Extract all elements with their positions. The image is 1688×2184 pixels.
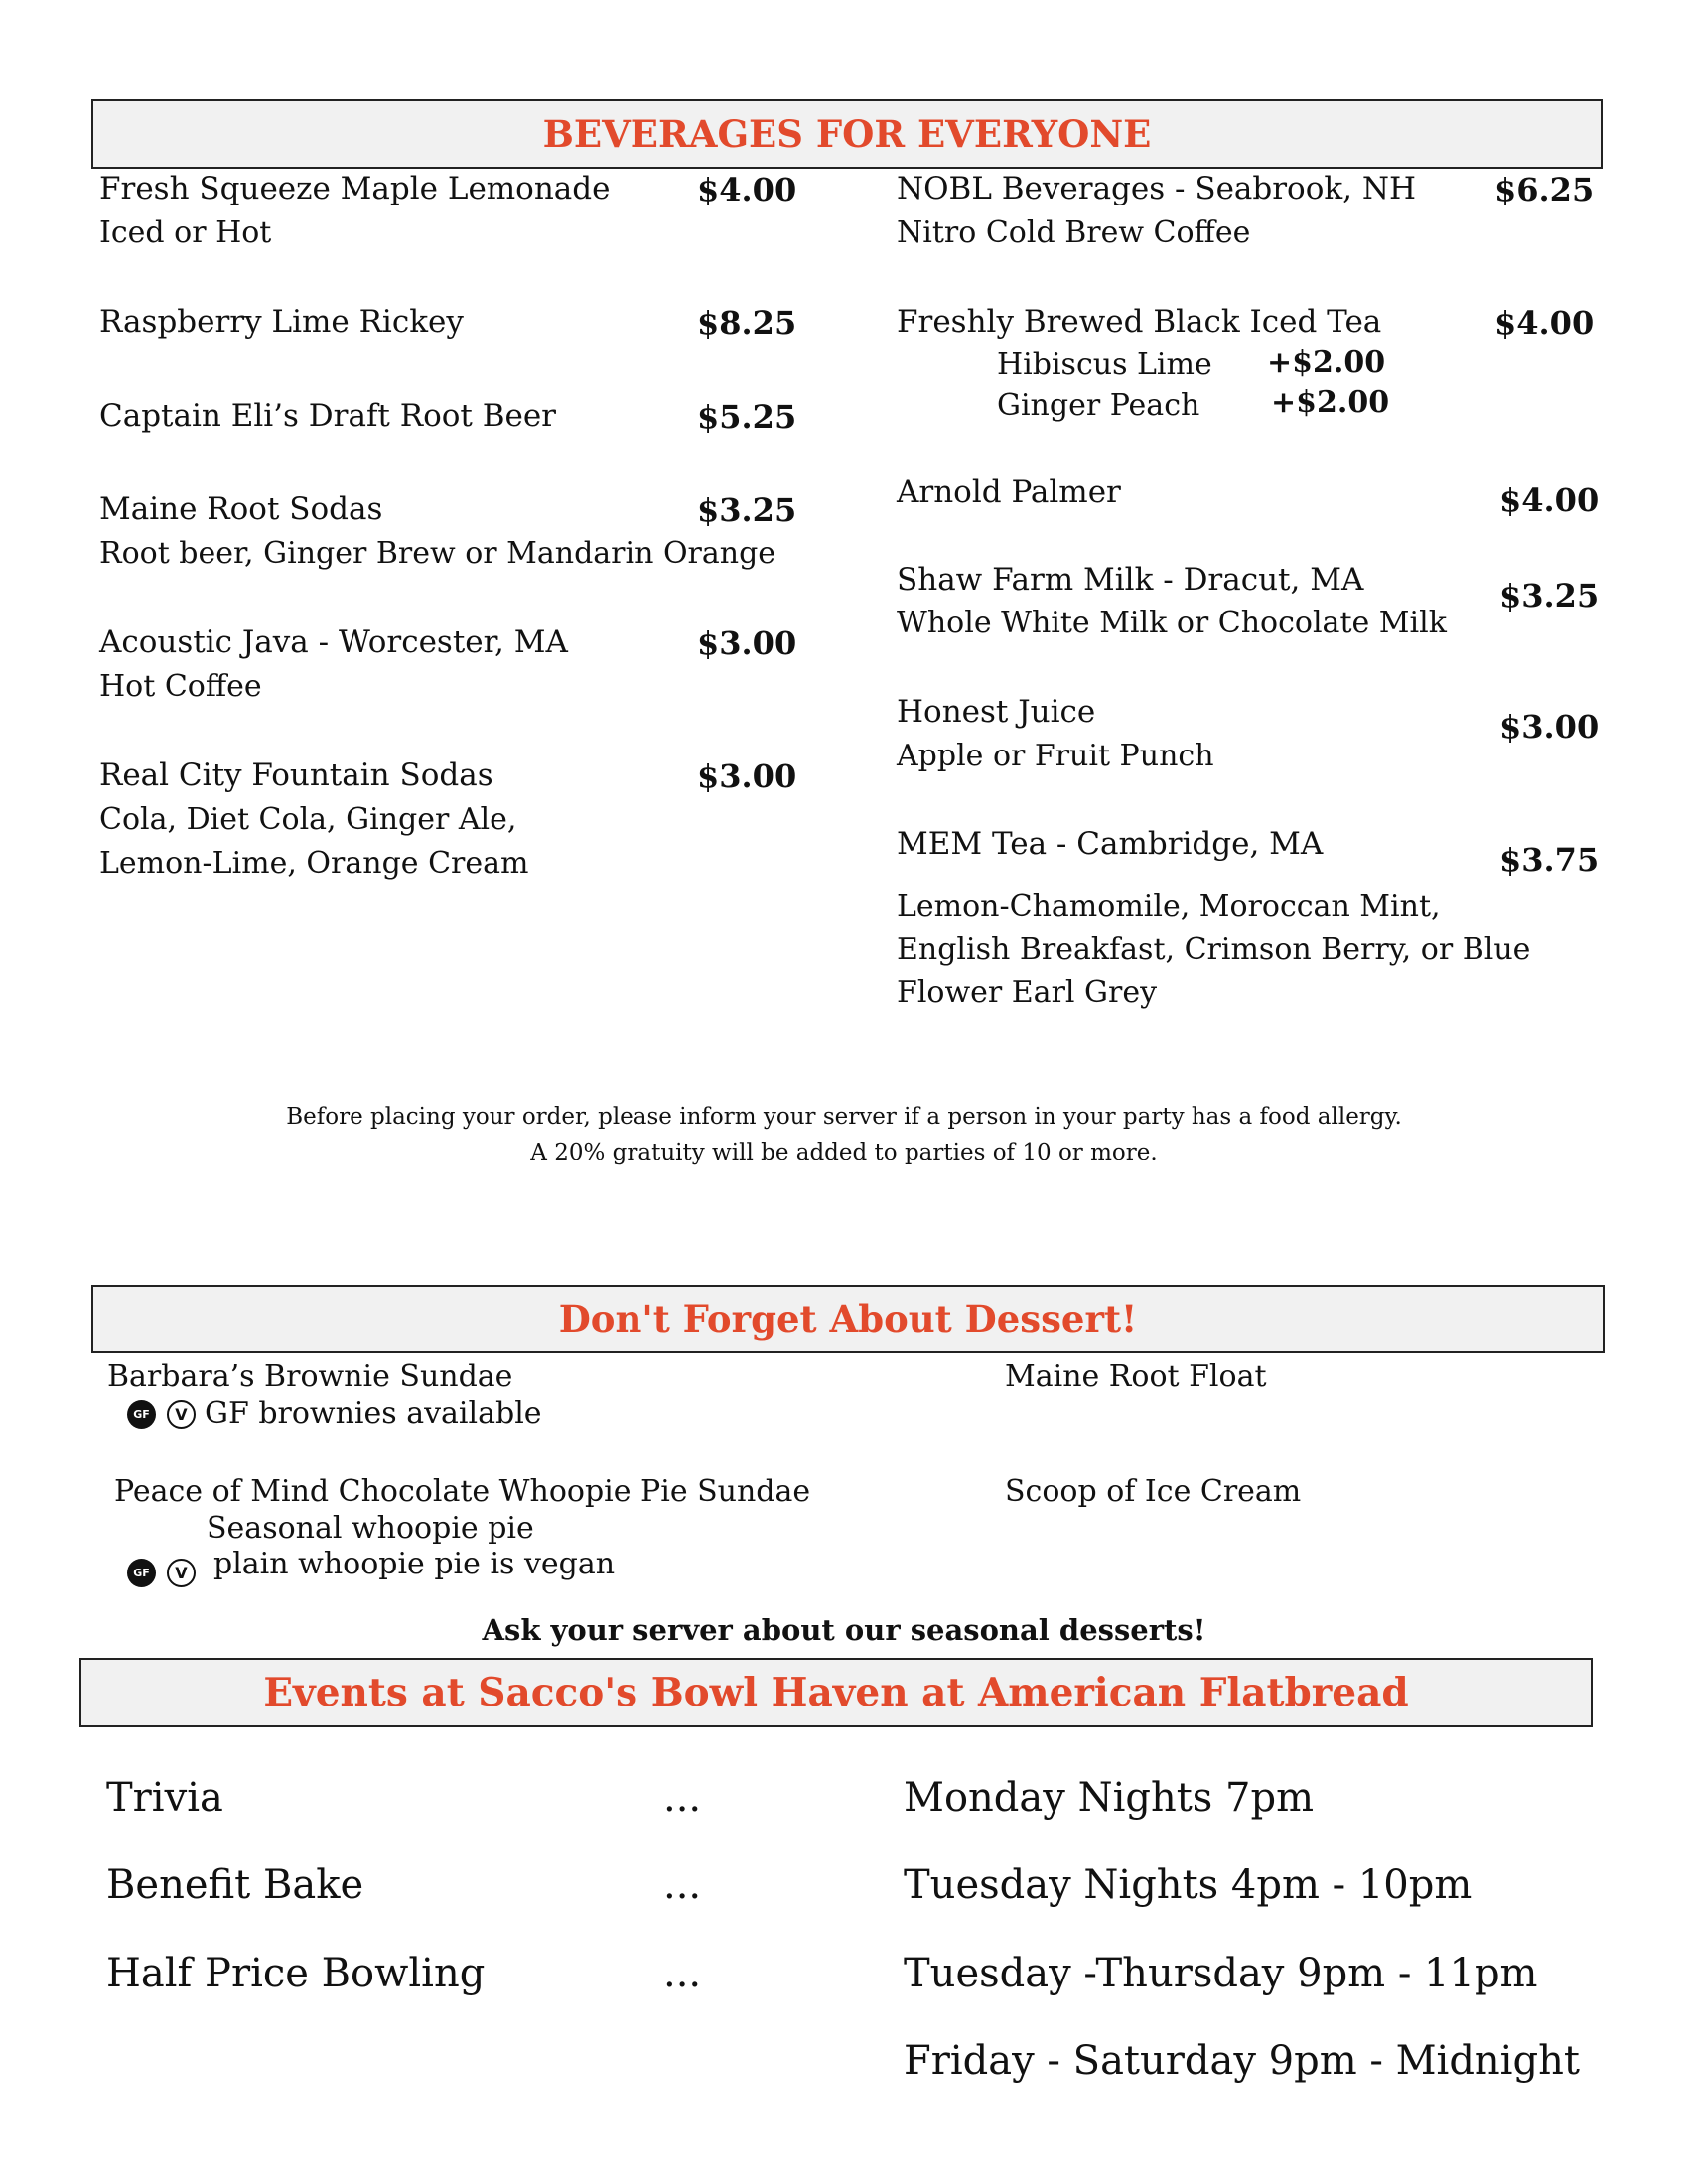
menu-item-name: NOBL Beverages - Seabrook, NH <box>897 171 1417 206</box>
menu-item-desc: Root beer, Ginger Brew or Mandarin Orange <box>99 536 776 571</box>
dessert-item-name: Scoop of Ice Cream <box>1005 1474 1302 1509</box>
menu-item-option-price: +$2.00 <box>1267 345 1386 380</box>
menu-item-price: $3.25 <box>697 491 797 529</box>
allergy-note: Before placing your order, please inform your server if a person in your party has a food allergy. <box>286 1104 1402 1130</box>
menu-item-option: Ginger Peach <box>997 388 1200 423</box>
menu-item-desc: Lemon-Chamomile, Moroccan Mint, <box>897 889 1441 924</box>
menu-item-desc: Whole White Milk or Chocolate Milk <box>897 606 1447 640</box>
menu-item-name: Raspberry Lime Rickey <box>99 304 464 340</box>
menu-item-desc: Nitro Cold Brew Coffee <box>897 215 1251 250</box>
menu-item-name: Real City Fountain Sodas <box>99 757 493 793</box>
menu-item-name: Maine Root Sodas <box>99 491 383 527</box>
dessert-header: Don't Forget About Dessert! <box>91 1285 1605 1353</box>
menu-item-name: MEM Tea - Cambridge, MA <box>897 826 1324 862</box>
menu-item-price: $8.25 <box>697 304 797 341</box>
vegan-icon: V <box>167 1559 196 1587</box>
dessert-item-name: Maine Root Float <box>1005 1359 1267 1394</box>
menu-item-price: $4.00 <box>1494 304 1595 341</box>
dessert-item-desc: plain whoopie pie is vegan <box>213 1547 616 1581</box>
vegan-icon: V <box>167 1400 196 1429</box>
event-name: Half Price Bowling <box>106 1951 486 1996</box>
beverages-header: BEVERAGES FOR EVERYONE <box>91 99 1603 169</box>
gratuity-note: A 20% gratuity will be added to parties of 10 or more. <box>530 1140 1158 1165</box>
gluten-free-icon: GF <box>127 1400 156 1429</box>
menu-item-price: $5.25 <box>697 398 797 436</box>
dessert-item-desc: Seasonal whoopie pie <box>207 1511 534 1546</box>
event-time: Friday - Saturday 9pm - Midnight <box>904 2038 1580 2084</box>
menu-item-desc: Lemon-Lime, Orange Cream <box>99 846 529 881</box>
event-separator: ... <box>663 1951 702 1996</box>
menu-item-option: Hibiscus Lime <box>997 347 1212 382</box>
dessert-item-name: Barbara’s Brownie Sundae <box>107 1359 513 1394</box>
event-time: Tuesday -Thursday 9pm - 11pm <box>904 1951 1538 1996</box>
dessert-item-name: Peace of Mind Chocolate Whoopie Pie Sundae <box>114 1474 811 1509</box>
menu-item-price: $3.25 <box>1499 577 1600 614</box>
event-time: Tuesday Nights 4pm - 10pm <box>904 1862 1473 1908</box>
menu-item-name: Arnold Palmer <box>897 475 1121 510</box>
menu-item-price: $3.00 <box>697 757 797 795</box>
seasonal-dessert-note: Ask your server about our seasonal desserts! <box>482 1613 1206 1647</box>
menu-item-desc: Hot Coffee <box>99 669 262 704</box>
menu-item-price: $4.00 <box>1499 481 1600 519</box>
menu-item-price: $3.00 <box>697 624 797 662</box>
menu-item-name: Shaw Farm Milk - Dracut, MA <box>897 562 1364 598</box>
menu-item-desc: Iced or Hot <box>99 215 272 250</box>
menu-item-price: $3.00 <box>1499 708 1600 746</box>
menu-item-desc: Apple or Fruit Punch <box>897 739 1214 773</box>
events-header: Events at Sacco's Bowl Haven at American Flatbread <box>79 1658 1593 1727</box>
menu-item-desc: Flower Earl Grey <box>897 975 1158 1010</box>
event-separator: ... <box>663 1862 702 1908</box>
menu-item-price: $4.00 <box>697 171 797 208</box>
menu-item-name: Captain Eli’s Draft Root Beer <box>99 398 557 434</box>
gluten-free-icon: GF <box>127 1559 156 1587</box>
menu-item-desc: English Breakfast, Crimson Berry, or Blue <box>897 932 1531 967</box>
dessert-item-desc: GF brownies available <box>205 1396 542 1431</box>
menu-item-option-price: +$2.00 <box>1271 385 1390 420</box>
menu-item-name: Freshly Brewed Black Iced Tea <box>897 304 1382 340</box>
menu-item-name: Fresh Squeeze Maple Lemonade <box>99 171 611 206</box>
menu-item-name: Acoustic Java - Worcester, MA <box>99 624 568 660</box>
event-name: Benefit Bake <box>106 1862 364 1908</box>
menu-item-desc: Cola, Diet Cola, Ginger Ale, <box>99 802 517 837</box>
event-time: Monday Nights 7pm <box>904 1775 1315 1821</box>
event-separator: ... <box>663 1775 702 1821</box>
event-name: Trivia <box>106 1775 223 1821</box>
menu-item-name: Honest Juice <box>897 694 1096 730</box>
menu-item-price: $6.25 <box>1494 171 1595 208</box>
menu-item-price: $3.75 <box>1499 841 1600 879</box>
